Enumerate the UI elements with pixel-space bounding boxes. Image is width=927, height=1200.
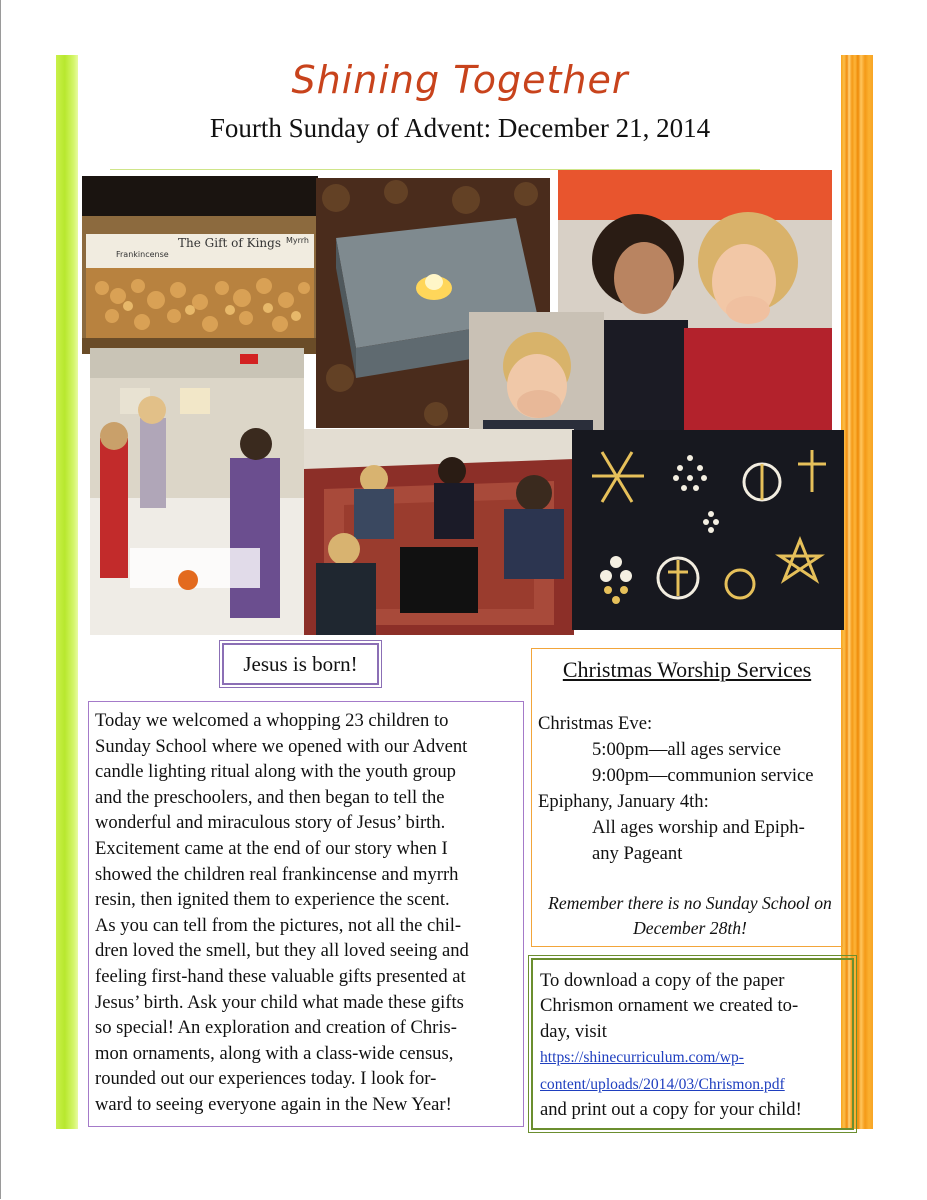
photo-gift-of-kings	[82, 176, 318, 354]
story-line: Sunday School where we opened with our Advent	[95, 735, 468, 757]
christmas-eve-label: Christmas Eve:	[538, 713, 653, 734]
story-line: As you can tell from the pictures, not all the chil-	[95, 914, 462, 936]
story-line: feeling first-hand these valuable gifts presented at	[95, 965, 466, 987]
story-line: Today we welcomed a whopping 23 children to	[95, 710, 449, 731]
story-line: so special! An exploration and creation of Chris-	[95, 1017, 457, 1039]
newsletter-title: Shining Together	[291, 58, 629, 102]
worship-services-title: Christmas Worship Services	[562, 657, 812, 682]
epiphany-line-1: All ages worship and Epiph-	[592, 817, 805, 838]
myrrh-label: Myrrh	[286, 236, 310, 245]
remember-line-1: Remember there is no Sunday School on	[548, 893, 832, 913]
download-line-4: and print out a copy for your child!	[540, 1099, 802, 1121]
remember-line-2: December 28th!	[633, 918, 747, 938]
story-line: resin, then ignited them to experience the scent.	[95, 889, 450, 911]
epiphany-label: Epiphany, January 4th:	[538, 791, 709, 812]
newsletter-subtitle: Fourth Sunday of Advent: December 21, 2014	[209, 113, 711, 143]
story-line: candle lighting ritual along with the youth group	[95, 761, 456, 783]
epiphany-line-2: any Pageant	[592, 843, 683, 864]
download-line-2: Chrismon ornament we created to-	[540, 995, 799, 1017]
no-sunday-school-note	[540, 891, 840, 941]
story-line: ward to seeing everyone again in the New Year!	[95, 1093, 452, 1115]
service-5pm: 5:00pm—all ages service	[592, 739, 781, 760]
story-line: Jesus’ birth. Ask your child what made these gifts	[95, 991, 464, 1013]
chrismon-pdf-link-part-2[interactable]: content/uploads/2014/03/Chrismon.pdf	[540, 1075, 785, 1093]
story-text-box	[88, 701, 524, 1127]
jesus-born-heading: Jesus is born!	[222, 643, 379, 685]
photo-chrismon-ornaments	[572, 430, 844, 630]
story-line: Excitement came at the end of our story when I	[95, 837, 448, 859]
story-line: rounded out our experiences today. I look for-	[95, 1068, 437, 1090]
story-line: and the preschoolers, and then began to tell the	[95, 786, 445, 808]
chrismon-pdf-link-part-1[interactable]: https://shinecurriculum.com/wp-	[540, 1049, 744, 1067]
download-line-1: To download a copy of the paper	[540, 970, 785, 991]
worship-services-box	[531, 648, 843, 947]
download-chrismon-box	[531, 958, 854, 1130]
photo-classroom	[90, 348, 304, 635]
story-line: dren loved the smell, but they all loved seeing and	[95, 940, 469, 962]
service-9pm: 9:00pm—communion service	[592, 765, 814, 786]
left-green-border	[56, 55, 78, 1129]
story-line: showed the children real frankincense and myrrh	[95, 863, 459, 885]
photo-children-on-rug	[304, 429, 574, 635]
frankincense-label: Frankincense	[116, 250, 169, 259]
gift-sign-text: The Gift of Kings	[178, 236, 282, 250]
story-line: mon ornaments, along with a class-wide census,	[95, 1042, 454, 1064]
story-line: wonderful and miraculous story of Jesus’ birth.	[95, 812, 446, 834]
download-line-3: day, visit	[540, 1020, 607, 1042]
